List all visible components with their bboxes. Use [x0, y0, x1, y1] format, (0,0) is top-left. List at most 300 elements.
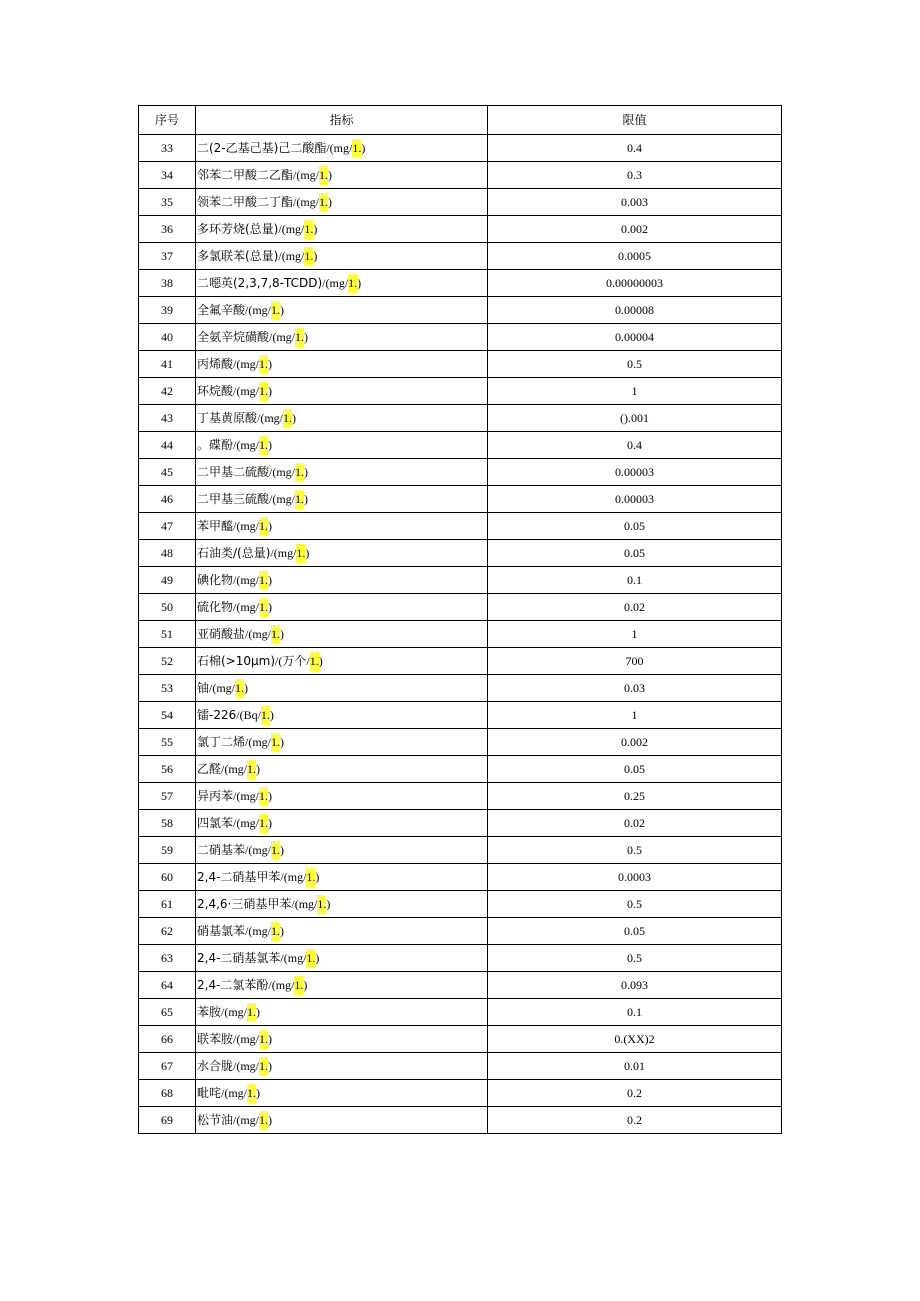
unit-highlight: 1.	[259, 814, 268, 833]
row-limit-value: 0.25	[488, 783, 782, 810]
unit-prefix: /(mg/	[233, 1031, 260, 1046]
indicator-name: 异丙苯	[197, 788, 234, 803]
row-serial-number: 51	[139, 621, 196, 648]
row-serial-number: 68	[139, 1080, 196, 1107]
unit-highlight: 1.	[259, 436, 268, 455]
row-limit-value: 0.00008	[488, 297, 782, 324]
table-header-row	[139, 106, 782, 135]
row-indicator	[196, 702, 488, 729]
unit-suffix: )	[268, 788, 273, 803]
row-limit-value: 0.02	[488, 594, 782, 621]
table-row	[139, 540, 782, 567]
unit-highlight: 1.	[319, 193, 328, 212]
table-row	[139, 351, 782, 378]
row-limit-value: 0.5	[488, 945, 782, 972]
unit-suffix: )	[269, 707, 274, 722]
row-serial-number: 34	[139, 162, 196, 189]
unit-highlight: 1.	[310, 652, 319, 671]
row-indicator	[196, 432, 488, 459]
row-indicator	[196, 837, 488, 864]
table-row	[139, 405, 782, 432]
row-indicator	[196, 594, 488, 621]
row-serial-number: 39	[139, 297, 196, 324]
indicator-name: 2,4,6·三硝基甲苯	[197, 896, 292, 911]
unit-prefix: /(mg/	[280, 869, 307, 884]
unit-highlight: 1.	[271, 733, 280, 752]
indicator-name: 领苯二甲酸二丁酯	[197, 194, 294, 209]
unit-highlight: 1.	[296, 544, 305, 563]
indicator-name: 联苯胺	[197, 1031, 234, 1046]
row-indicator	[196, 513, 488, 540]
unit-suffix: )	[268, 815, 273, 830]
table-row	[139, 648, 782, 675]
row-limit-value: 0.3	[488, 162, 782, 189]
row-serial-number: 58	[139, 810, 196, 837]
table-row	[139, 810, 782, 837]
row-indicator	[196, 783, 488, 810]
unit-suffix: )	[328, 194, 333, 209]
table-row	[139, 432, 782, 459]
row-serial-number: 66	[139, 1026, 196, 1053]
unit-highlight: 1.	[259, 571, 268, 590]
unit-highlight: 1.	[259, 1030, 268, 1049]
row-serial-number: 63	[139, 945, 196, 972]
unit-highlight: 1.	[306, 949, 315, 968]
unit-highlight: 1.	[304, 220, 313, 239]
row-serial-number: 38	[139, 270, 196, 297]
unit-highlight: 1.	[235, 679, 244, 698]
indicator-name: 碘化物	[197, 572, 234, 587]
unit-prefix: /(mg/	[291, 896, 318, 911]
indicator-name: 硝基氯苯	[197, 923, 246, 938]
unit-suffix: )	[268, 599, 273, 614]
indicator-name: 2,4-二硝基氯苯	[197, 950, 281, 965]
unit-prefix: /(mg/	[280, 950, 307, 965]
unit-prefix: /(万个/	[275, 653, 310, 668]
unit-suffix: )	[326, 896, 331, 911]
row-indicator	[196, 351, 488, 378]
row-serial-number: 44	[139, 432, 196, 459]
indicator-name: 氯丁二烯	[197, 734, 246, 749]
unit-suffix: )	[244, 680, 249, 695]
unit-highlight: 1.	[317, 895, 326, 914]
row-limit-value: 0.003	[488, 189, 782, 216]
standards-table	[138, 105, 782, 1134]
unit-prefix: /(mg/	[233, 815, 260, 830]
table-row	[139, 999, 782, 1026]
unit-suffix: )	[318, 653, 323, 668]
row-serial-number: 65	[139, 999, 196, 1026]
row-limit-value: 0.(XX)2	[488, 1026, 782, 1053]
unit-prefix: /(mg/	[233, 356, 260, 371]
row-serial-number: 59	[139, 837, 196, 864]
row-limit-value: 0.01	[488, 1053, 782, 1080]
row-limit-value: 0.5	[488, 837, 782, 864]
row-limit-value: 0.00003	[488, 486, 782, 513]
unit-suffix: )	[313, 248, 318, 263]
table-row	[139, 459, 782, 486]
row-indicator	[196, 459, 488, 486]
unit-prefix: /(mg/	[221, 1085, 248, 1100]
unit-prefix: /(Bq/	[236, 707, 261, 722]
row-serial-number: 42	[139, 378, 196, 405]
unit-prefix: /(mg/	[233, 437, 260, 452]
unit-suffix: )	[268, 1058, 273, 1073]
unit-suffix: )	[361, 140, 366, 155]
unit-highlight: 1.	[259, 787, 268, 806]
row-limit-value: 0.03	[488, 675, 782, 702]
unit-highlight: 1.	[352, 139, 361, 158]
unit-prefix: /(mg/	[278, 248, 305, 263]
row-indicator	[196, 756, 488, 783]
unit-prefix: /(mg/	[269, 464, 296, 479]
row-indicator	[196, 648, 488, 675]
row-serial-number: 54	[139, 702, 196, 729]
row-limit-value: 0.0003	[488, 864, 782, 891]
row-indicator	[196, 918, 488, 945]
table-row	[139, 918, 782, 945]
row-limit-value: 0.0005	[488, 243, 782, 270]
indicator-name: 二硝基苯	[197, 842, 246, 857]
row-limit-value: 0.05	[488, 756, 782, 783]
unit-prefix: /(mg/	[233, 572, 260, 587]
unit-prefix: /(mg/	[245, 734, 272, 749]
table-row	[139, 135, 782, 162]
table-body	[139, 135, 782, 1134]
row-limit-value: 0.05	[488, 540, 782, 567]
row-limit-value: 0.002	[488, 216, 782, 243]
row-serial-number: 37	[139, 243, 196, 270]
row-limit-value: 0.5	[488, 351, 782, 378]
row-limit-value: 0.00000003	[488, 270, 782, 297]
row-limit-value: 0.4	[488, 432, 782, 459]
row-limit-value: 0.4	[488, 135, 782, 162]
indicator-name: 乙醛	[197, 761, 222, 776]
unit-suffix: )	[315, 869, 320, 884]
unit-prefix: /(mg/	[233, 599, 260, 614]
table-row	[139, 216, 782, 243]
row-indicator	[196, 729, 488, 756]
table-row	[139, 729, 782, 756]
row-serial-number: 36	[139, 216, 196, 243]
unit-suffix: )	[280, 923, 285, 938]
unit-highlight: 1.	[259, 382, 268, 401]
row-indicator	[196, 945, 488, 972]
row-indicator	[196, 1026, 488, 1053]
row-indicator	[196, 1053, 488, 1080]
indicator-name: 多环芳烧(总量)	[197, 221, 279, 236]
row-indicator	[196, 243, 488, 270]
indicator-name: 苯甲醯	[197, 518, 234, 533]
row-limit-value: 0.00004	[488, 324, 782, 351]
table-row	[139, 783, 782, 810]
row-indicator	[196, 189, 488, 216]
table-row	[139, 675, 782, 702]
unit-suffix: )	[303, 977, 308, 992]
row-serial-number: 53	[139, 675, 196, 702]
row-serial-number: 64	[139, 972, 196, 999]
row-serial-number: 69	[139, 1107, 196, 1134]
row-serial-number: 62	[139, 918, 196, 945]
unit-prefix: /(mg/	[245, 302, 272, 317]
unit-highlight: 1.	[283, 409, 292, 428]
row-limit-value: 1	[488, 702, 782, 729]
unit-prefix: /(mg/	[233, 1058, 260, 1073]
row-serial-number: 46	[139, 486, 196, 513]
unit-suffix: )	[280, 734, 285, 749]
indicator-name: 全氟辛酸	[197, 302, 246, 317]
table-row	[139, 891, 782, 918]
unit-prefix: /(mg/	[245, 842, 272, 857]
unit-suffix: )	[256, 1004, 261, 1019]
row-limit-value: 0.1	[488, 567, 782, 594]
row-limit-value: 0.02	[488, 810, 782, 837]
row-serial-number: 50	[139, 594, 196, 621]
row-indicator	[196, 621, 488, 648]
unit-suffix: )	[268, 383, 273, 398]
indicator-name: 丙烯酸	[197, 356, 234, 371]
unit-suffix: )	[268, 518, 273, 533]
indicator-name: 松节油	[197, 1112, 234, 1127]
table-row	[139, 270, 782, 297]
unit-suffix: )	[357, 275, 362, 290]
row-indicator	[196, 270, 488, 297]
row-serial-number: 61	[139, 891, 196, 918]
row-indicator	[196, 405, 488, 432]
unit-prefix: /(mg/	[233, 1112, 260, 1127]
table-row	[139, 297, 782, 324]
unit-prefix: /(mg/	[257, 410, 284, 425]
unit-prefix: /(mg/	[293, 194, 320, 209]
unit-suffix: )	[268, 437, 273, 452]
table-row	[139, 243, 782, 270]
row-indicator	[196, 1107, 488, 1134]
unit-highlight: 1.	[295, 490, 304, 509]
row-limit-value: 0.093	[488, 972, 782, 999]
table-row	[139, 702, 782, 729]
row-serial-number: 49	[139, 567, 196, 594]
unit-suffix: )	[304, 464, 309, 479]
unit-suffix: )	[268, 1031, 273, 1046]
unit-highlight: 1.	[247, 1003, 256, 1022]
row-indicator	[196, 999, 488, 1026]
row-indicator	[196, 297, 488, 324]
unit-prefix: /(mg/	[326, 140, 353, 155]
row-serial-number: 35	[139, 189, 196, 216]
unit-prefix: /(mg/	[233, 383, 260, 398]
indicator-name: 四氯苯	[197, 815, 234, 830]
unit-suffix: )	[304, 329, 309, 344]
unit-highlight: 1.	[259, 1111, 268, 1130]
row-indicator	[196, 864, 488, 891]
row-serial-number: 40	[139, 324, 196, 351]
row-serial-number: 55	[139, 729, 196, 756]
indicator-name: 。碟酚	[197, 437, 234, 452]
row-indicator	[196, 162, 488, 189]
unit-suffix: )	[315, 950, 320, 965]
row-indicator	[196, 378, 488, 405]
unit-suffix: )	[313, 221, 318, 236]
unit-highlight: 1.	[259, 517, 268, 536]
indicator-name: 邻苯二甲酸二乙酯	[197, 167, 294, 182]
table-row	[139, 756, 782, 783]
row-limit-value: 0.2	[488, 1080, 782, 1107]
unit-highlight: 1.	[295, 328, 304, 347]
row-serial-number: 56	[139, 756, 196, 783]
row-limit-value: 0.00003	[488, 459, 782, 486]
row-limit-value: 0.05	[488, 513, 782, 540]
row-serial-number: 45	[139, 459, 196, 486]
unit-highlight: 1.	[295, 463, 304, 482]
row-serial-number: 47	[139, 513, 196, 540]
unit-highlight: 1.	[259, 598, 268, 617]
table-row	[139, 1107, 782, 1134]
unit-prefix: /(mg/	[270, 545, 297, 560]
unit-highlight: 1.	[259, 1057, 268, 1076]
row-limit-value: 1	[488, 621, 782, 648]
indicator-name: 多氯联苯(总量)	[197, 248, 279, 263]
table-row	[139, 621, 782, 648]
unit-suffix: )	[280, 626, 285, 641]
indicator-name: 镭-226	[197, 707, 237, 722]
indicator-name: 水合胧	[197, 1058, 234, 1073]
unit-suffix: )	[280, 302, 285, 317]
unit-prefix: /(mg/	[209, 680, 236, 695]
unit-prefix: /(mg/	[233, 518, 260, 533]
unit-highlight: 1.	[294, 976, 303, 995]
row-limit-value: 0.5	[488, 891, 782, 918]
unit-highlight: 1.	[259, 355, 268, 374]
indicator-name: 2,4-二硝基甲苯	[197, 869, 281, 884]
indicator-name: 石油类/(总量)	[197, 545, 271, 560]
indicator-name: 硫化物	[197, 599, 234, 614]
unit-prefix: /(mg/	[269, 329, 296, 344]
row-serial-number: 57	[139, 783, 196, 810]
row-serial-number: 48	[139, 540, 196, 567]
unit-suffix: )	[280, 842, 285, 857]
indicator-name: 二噁英(2,3,7,8-TCDD)	[197, 275, 323, 290]
table-row	[139, 567, 782, 594]
table-row	[139, 1026, 782, 1053]
unit-prefix: /(mg/	[221, 761, 248, 776]
unit-highlight: 1.	[247, 760, 256, 779]
row-indicator	[196, 1080, 488, 1107]
row-indicator	[196, 324, 488, 351]
row-limit-value: ().001	[488, 405, 782, 432]
indicator-name: 石棉(>10μm)	[197, 653, 276, 668]
table-row	[139, 513, 782, 540]
unit-highlight: 1.	[306, 868, 315, 887]
unit-suffix: )	[268, 356, 273, 371]
table-row	[139, 594, 782, 621]
unit-suffix: )	[328, 167, 333, 182]
row-indicator	[196, 891, 488, 918]
row-serial-number: 60	[139, 864, 196, 891]
row-serial-number: 52	[139, 648, 196, 675]
unit-highlight: 1.	[271, 301, 280, 320]
unit-highlight: 1.	[319, 166, 328, 185]
indicator-name: 二(2-乙基己基)己二酸酯	[197, 140, 327, 155]
row-indicator	[196, 810, 488, 837]
indicator-name: 二甲基二硫酸	[197, 464, 270, 479]
table-row	[139, 1080, 782, 1107]
unit-prefix: /(mg/	[245, 626, 272, 641]
indicator-name: 亚硝酸盐	[197, 626, 246, 641]
unit-suffix: )	[256, 1085, 261, 1100]
table-row	[139, 837, 782, 864]
row-indicator	[196, 216, 488, 243]
row-indicator	[196, 567, 488, 594]
header-limit-value: 限值	[488, 106, 782, 135]
unit-suffix: )	[304, 491, 309, 506]
unit-suffix: )	[292, 410, 297, 425]
unit-prefix: /(mg/	[293, 167, 320, 182]
unit-highlight: 1.	[304, 247, 313, 266]
row-indicator	[196, 540, 488, 567]
indicator-name: 全氨辛烷磺酸	[197, 329, 270, 344]
indicator-name: 铀	[197, 680, 210, 695]
unit-prefix: /(mg/	[268, 977, 295, 992]
unit-suffix: )	[268, 1112, 273, 1127]
unit-highlight: 1.	[247, 1084, 256, 1103]
table-row	[139, 324, 782, 351]
row-limit-value: 0.1	[488, 999, 782, 1026]
row-indicator	[196, 135, 488, 162]
table-row	[139, 945, 782, 972]
indicator-name: 毗咤	[197, 1085, 222, 1100]
unit-highlight: 1.	[348, 274, 357, 293]
unit-suffix: )	[305, 545, 310, 560]
table-row	[139, 189, 782, 216]
unit-highlight: 1.	[271, 922, 280, 941]
header-indicator: 指标	[196, 106, 488, 135]
row-indicator	[196, 972, 488, 999]
row-limit-value: 1	[488, 378, 782, 405]
unit-prefix: /(mg/	[322, 275, 349, 290]
indicator-name: 苯胺	[197, 1004, 222, 1019]
unit-highlight: 1.	[261, 706, 270, 725]
row-indicator	[196, 675, 488, 702]
unit-prefix: /(mg/	[233, 788, 260, 803]
row-limit-value: 0.05	[488, 918, 782, 945]
unit-prefix: /(mg/	[221, 1004, 248, 1019]
row-serial-number: 67	[139, 1053, 196, 1080]
table-row	[139, 378, 782, 405]
table-row	[139, 1053, 782, 1080]
row-limit-value: 0.002	[488, 729, 782, 756]
indicator-name: 丁基黄原酸	[197, 410, 258, 425]
unit-prefix: /(mg/	[245, 923, 272, 938]
row-limit-value: 700	[488, 648, 782, 675]
table-row	[139, 864, 782, 891]
unit-highlight: 1.	[271, 841, 280, 860]
unit-highlight: 1.	[271, 625, 280, 644]
row-serial-number: 43	[139, 405, 196, 432]
row-serial-number: 33	[139, 135, 196, 162]
indicator-name: 2,4-二氯苯酚	[197, 977, 269, 992]
table-row	[139, 162, 782, 189]
table-row	[139, 486, 782, 513]
row-indicator	[196, 486, 488, 513]
header-serial-number: 序号	[139, 106, 196, 135]
unit-suffix: )	[256, 761, 261, 776]
table-row	[139, 972, 782, 999]
indicator-name: 环烷酸	[197, 383, 234, 398]
indicator-name: 二甲基三硫酸	[197, 491, 270, 506]
row-serial-number: 41	[139, 351, 196, 378]
unit-suffix: )	[268, 572, 273, 587]
unit-prefix: /(mg/	[269, 491, 296, 506]
